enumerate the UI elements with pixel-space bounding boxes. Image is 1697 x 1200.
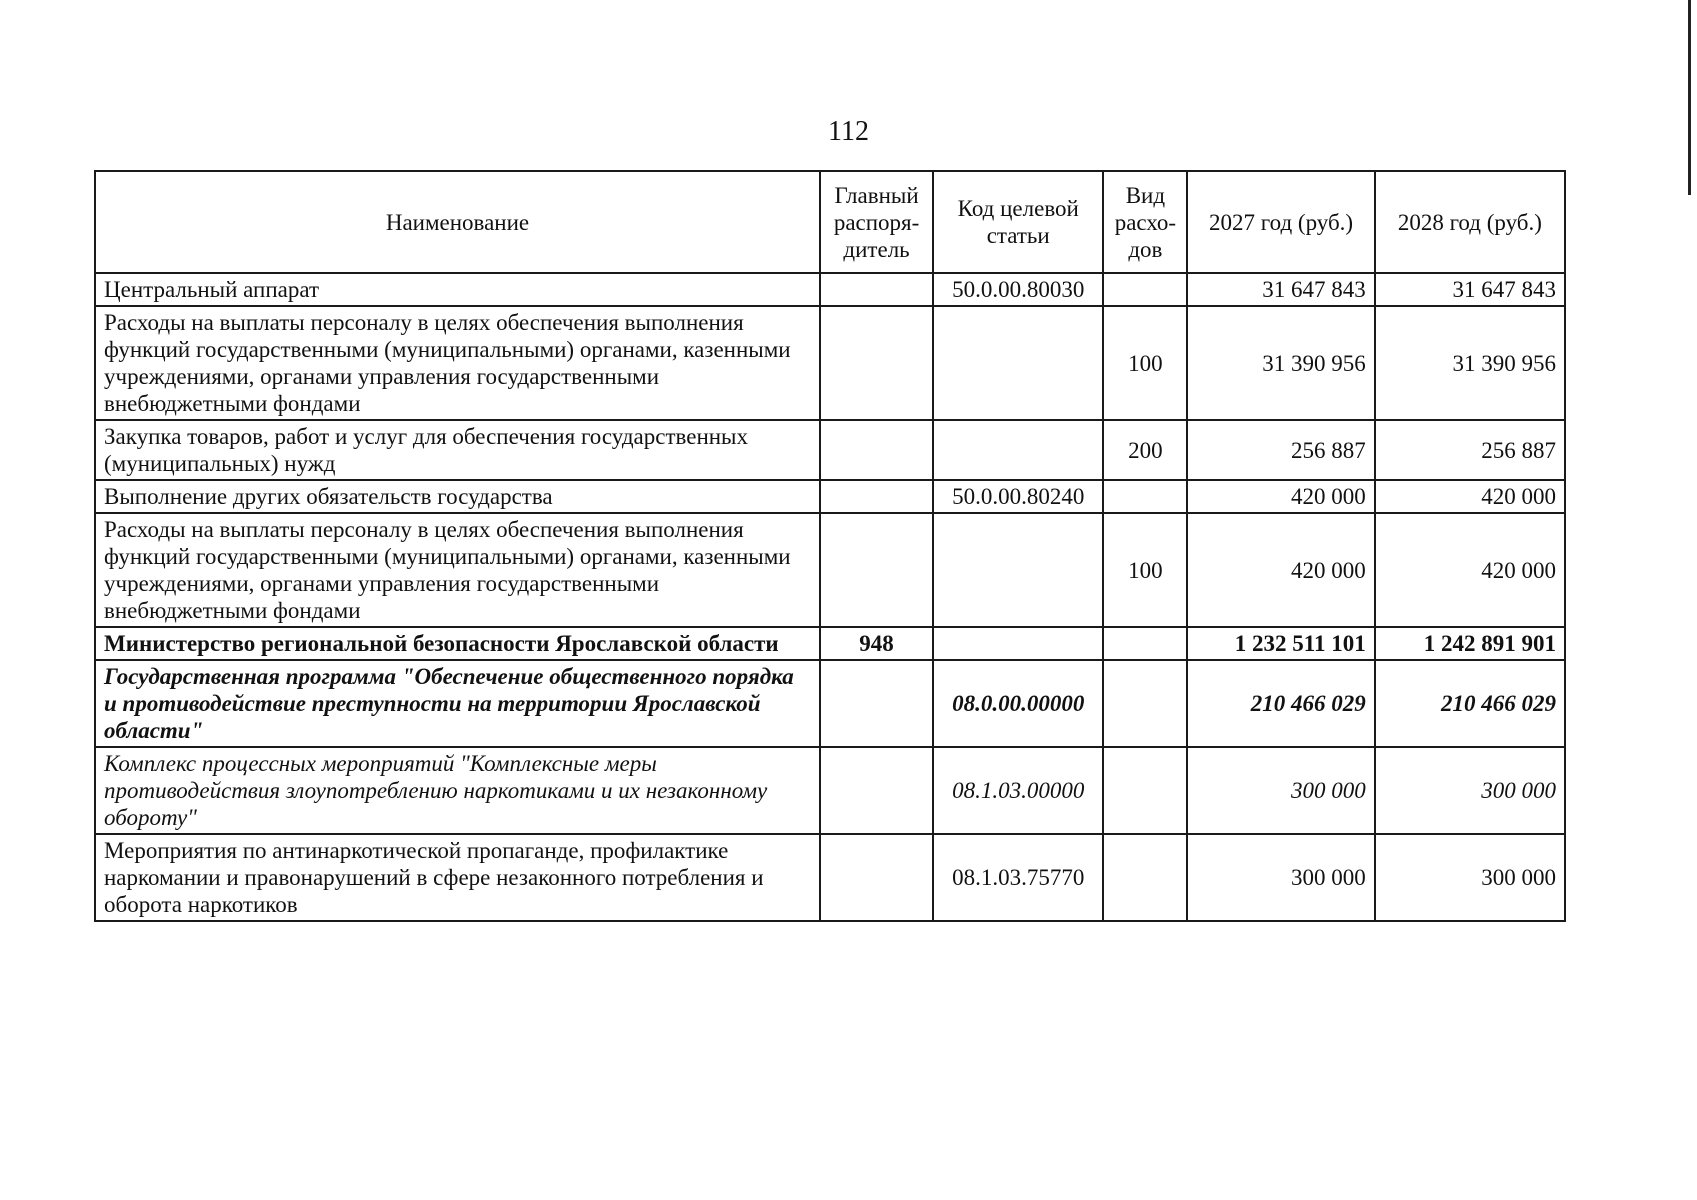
cell-target-code <box>933 627 1103 660</box>
table-row <box>95 420 1565 480</box>
cell-name: Государственная программа "Обеспечение общественного порядка и противодействие преступности на территории Ярославской области" <box>95 660 820 747</box>
cell-main-manager <box>820 747 933 834</box>
table-row <box>95 513 1565 627</box>
table-row <box>95 306 1565 420</box>
cell-main-manager <box>820 420 933 480</box>
cell-target-code: 08.1.03.00000 <box>933 747 1103 834</box>
header-row <box>95 171 1565 273</box>
header-main-manager: Главный распоря-дитель <box>820 171 933 273</box>
table-row <box>95 747 1565 834</box>
cell-main-manager <box>820 513 933 627</box>
cell-name: Центральный аппарат <box>95 273 820 306</box>
cell-amount-2028: 31 390 956 <box>1375 306 1565 420</box>
cell-amount-2027: 420 000 <box>1187 513 1374 627</box>
cell-expense-type <box>1103 660 1187 747</box>
cell-amount-2027: 31 647 843 <box>1187 273 1374 306</box>
cell-expense-type: 100 <box>1103 306 1187 420</box>
cell-amount-2027: 1 232 511 101 <box>1187 627 1374 660</box>
cell-target-code: 50.0.00.80240 <box>933 480 1103 513</box>
cell-main-manager <box>820 660 933 747</box>
cell-target-code <box>933 306 1103 420</box>
cell-amount-2028: 420 000 <box>1375 480 1565 513</box>
cell-amount-2028: 210 466 029 <box>1375 660 1565 747</box>
cell-target-code: 08.1.03.75770 <box>933 834 1103 921</box>
table-row <box>95 273 1565 306</box>
cell-target-code <box>933 420 1103 480</box>
cell-name: Выполнение других обязательств государства <box>95 480 820 513</box>
table-row <box>95 480 1565 513</box>
cell-amount-2027: 210 466 029 <box>1187 660 1374 747</box>
table-row <box>95 834 1565 921</box>
cell-expense-type: 200 <box>1103 420 1187 480</box>
cell-amount-2028: 1 242 891 901 <box>1375 627 1565 660</box>
cell-target-code: 08.0.00.00000 <box>933 660 1103 747</box>
cell-main-manager: 948 <box>820 627 933 660</box>
header-target-code: Код целевой статьи <box>933 171 1103 273</box>
cell-name: Комплекс процессных мероприятий "Комплексные меры противодействия злоупотреблению наркотиками и их незаконному обороту" <box>95 747 820 834</box>
cell-amount-2028: 256 887 <box>1375 420 1565 480</box>
cell-name: Расходы на выплаты персоналу в целях обеспечения выполнения функций государственными (муниципальными) органами, казенными учреждениями, органами управления государственными внебюджетными фондами <box>95 306 820 420</box>
cell-main-manager <box>820 834 933 921</box>
cell-name: Закупка товаров, работ и услуг для обеспечения государственных (муниципальных) нужд <box>95 420 820 480</box>
cell-main-manager <box>820 306 933 420</box>
cell-amount-2028: 300 000 <box>1375 834 1565 921</box>
table-body <box>95 273 1565 921</box>
cell-main-manager <box>820 480 933 513</box>
cell-name: Мероприятия по антинаркотической пропаганде, профилактике наркомании и правонарушений в сфере незаконного потребления и оборота наркотиков <box>95 834 820 921</box>
table-row <box>95 660 1565 747</box>
cell-amount-2027: 420 000 <box>1187 480 1374 513</box>
header-expense-type: Вид расхо-дов <box>1103 171 1187 273</box>
cell-name: Расходы на выплаты персоналу в целях обеспечения выполнения функций государственными (муниципальными) органами, казенными учреждениями, органами управления государственными внебюджетными фондами <box>95 513 820 627</box>
cell-expense-type <box>1103 834 1187 921</box>
cell-expense-type <box>1103 627 1187 660</box>
table-header <box>95 171 1565 273</box>
cell-amount-2027: 300 000 <box>1187 747 1374 834</box>
table-row <box>95 627 1565 660</box>
cell-target-code <box>933 513 1103 627</box>
cell-amount-2027: 300 000 <box>1187 834 1374 921</box>
budget-table <box>94 170 1566 922</box>
header-name: Наименование <box>95 171 820 273</box>
scan-edge-line <box>1688 0 1691 195</box>
cell-main-manager <box>820 273 933 306</box>
cell-name: Министерство региональной безопасности Ярославской области <box>95 627 820 660</box>
page-number: 112 <box>828 116 869 147</box>
header-year-2028: 2028 год (руб.) <box>1375 171 1565 273</box>
cell-expense-type <box>1103 480 1187 513</box>
cell-amount-2028: 420 000 <box>1375 513 1565 627</box>
cell-expense-type: 100 <box>1103 513 1187 627</box>
header-year-2027: 2027 год (руб.) <box>1187 171 1374 273</box>
cell-amount-2028: 300 000 <box>1375 747 1565 834</box>
cell-target-code: 50.0.00.80030 <box>933 273 1103 306</box>
cell-amount-2027: 256 887 <box>1187 420 1374 480</box>
cell-amount-2028: 31 647 843 <box>1375 273 1565 306</box>
cell-amount-2027: 31 390 956 <box>1187 306 1374 420</box>
cell-expense-type <box>1103 747 1187 834</box>
cell-expense-type <box>1103 273 1187 306</box>
